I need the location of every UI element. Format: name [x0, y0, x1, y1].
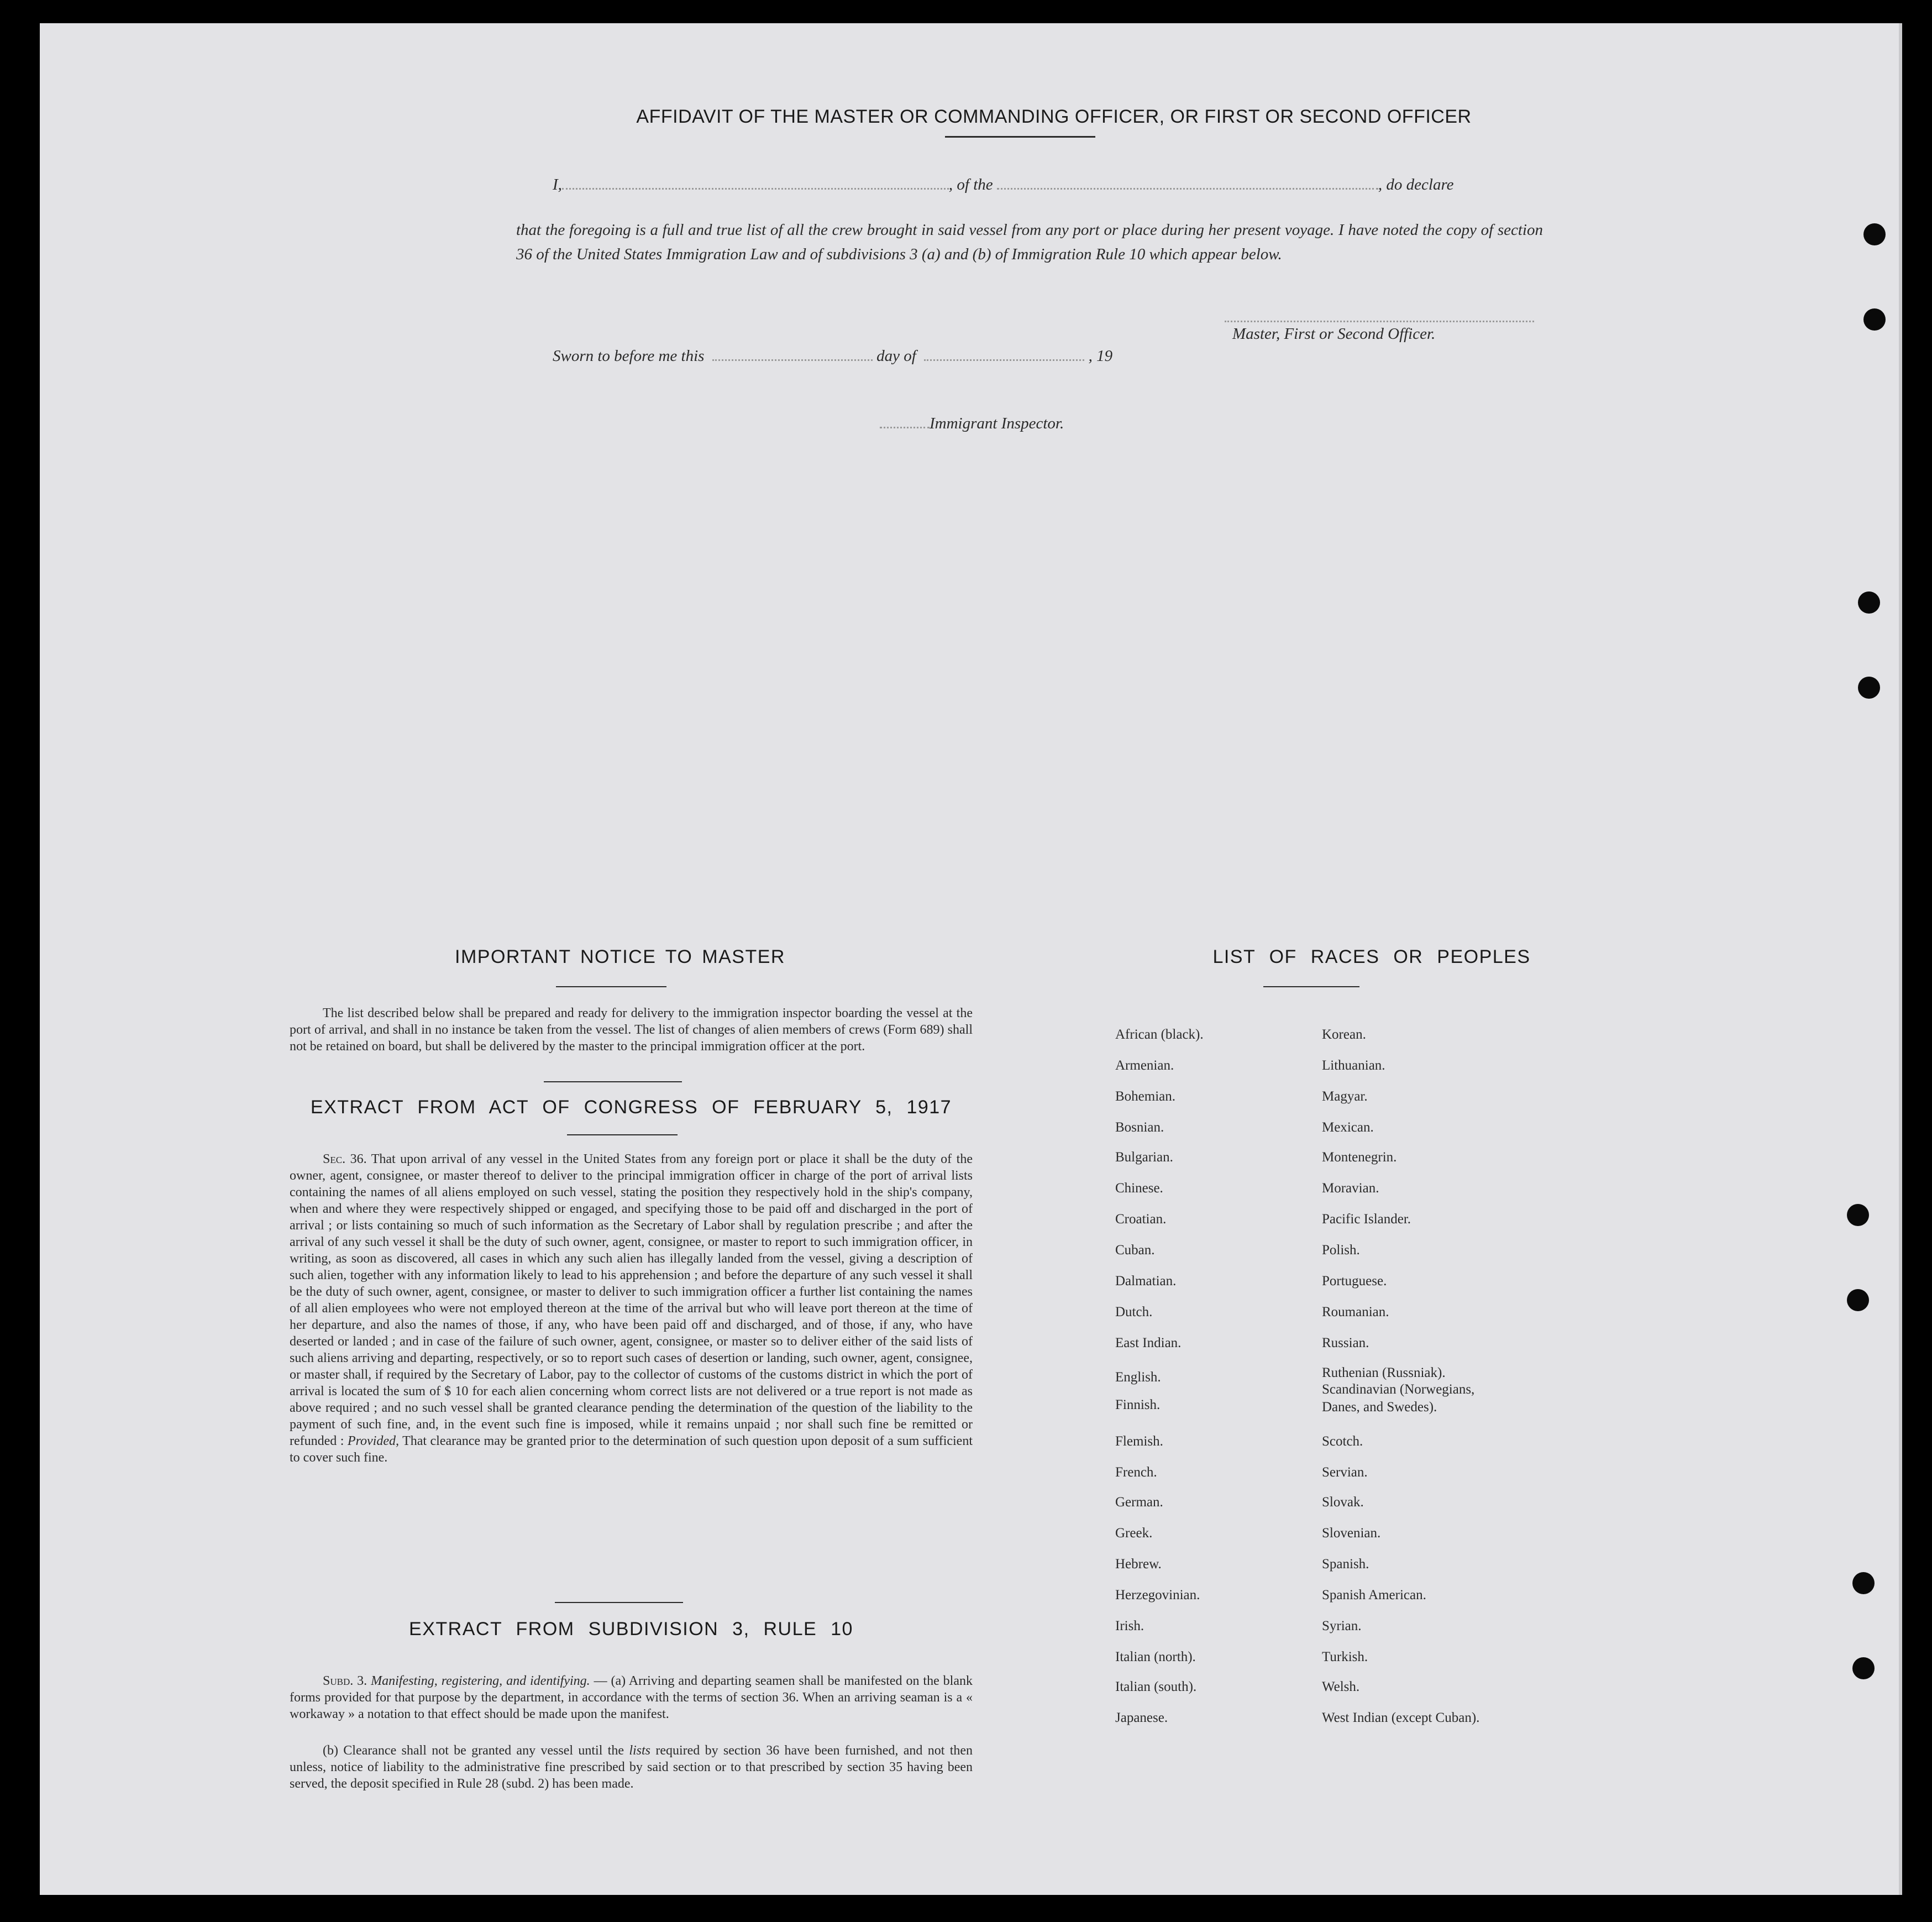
sworn-label: Sworn to before me this: [553, 347, 705, 365]
day-of-label: day of: [876, 347, 916, 365]
race-item: Mexican.: [1322, 1120, 1374, 1135]
race-item: Dutch.: [1115, 1305, 1153, 1319]
binder-hole: [1852, 1572, 1875, 1594]
race-item: Finnish.: [1115, 1397, 1161, 1412]
race-item: Scandinavian (Norwegians,: [1322, 1382, 1475, 1397]
rule-extract-title: EXTRACT FROM SUBDIVISION 3, RULE 10: [409, 1619, 853, 1640]
race-item: Lithuanian.: [1322, 1058, 1385, 1073]
declaration-text: that the foregoing is a full and true list of all the crew brought in said vessel from any port or place during her present voyage. I have noted the copy of section 36 of the United States Immigration Law and of subdivisions 3 (a) and (b) of Immigration Rule 10 which appear below.: [516, 221, 1543, 263]
subd-para-b-start: (b) Clearance shall not be granted any vessel until the: [323, 1743, 624, 1758]
race-item: Scotch.: [1322, 1434, 1363, 1449]
race-item: German.: [1115, 1495, 1163, 1510]
race-item: Bosnian.: [1115, 1120, 1164, 1135]
section-36-text: [290, 1151, 973, 1466]
race-item: Italian (south).: [1115, 1679, 1197, 1694]
notice-separator: [544, 1081, 682, 1082]
race-item: Cuban.: [1115, 1243, 1155, 1258]
races-title: LIST OF RACES OR PEOPLES: [1212, 946, 1531, 967]
section-36-body: That upon arrival of any vessel in the United States from any foreign port or place it shall be the duty of the owner, agent, consignee, or master thereof to deliver to the principal immigration officer in charge of the port of arrival lists containing the names of all aliens employed on such vessel, stating the position they respectively hold in the ship's company, when and where they were respectively shipped or engaged, and specifying those to be paid off and discharged in the port of arrival ; or lists containing so much of such information as the Secretary of Labor shall by regulation prescribe ; and after the arrival of any such vessel it shall be the duty of such owner, agent, consignee, or master to report to such immigration officer, in writing, as soon as discovered, all cases in which any such alien has illegally landed from the vessel, giving a description of such alien, together with any information likely to lead to his apprehension ; and before the departure of any such vessel it shall be the duty of such owner, agent, consignee, or master to deliver to such immigration officer a further list containing the names of all alien employees who were not employed thereon at the time of the arrival but who will leave port thereon at the time of her departure, and also the names of those, if any, who have been paid off and discharged, and of those, if any, who have deserted or landed ; and in case of the failure of such owner, agent, consignee, or master so to deliver either of the said lists of such aliens arriving and departing, respectively, or so to report such cases of desertion or landing, such owner, agent, consignee, or master shall, if required by the Secretary of Labor, pay to the collector of customs of the customs district in which the port of arrival is located the sum of $ 10 for each alien concerning whom correct lists are not delivered or a true report is not made as above required ; and no such vessel shall be granted clearance pending the determination of the question of the liability to the payment of such fine, and, in the event such fine is imposed, while it remains unpaid ; nor shall such fine be remitted or refunded :: [290, 1152, 973, 1448]
race-item: Slovenian.: [1322, 1526, 1381, 1541]
subdivision-b-text: [290, 1742, 973, 1792]
inspector-line: [880, 415, 1064, 433]
race-item: Greek.: [1115, 1526, 1153, 1541]
race-item: Polish.: [1322, 1243, 1360, 1258]
race-item: English.: [1115, 1370, 1161, 1385]
race-item: Japanese.: [1115, 1710, 1168, 1725]
master-signature-field[interactable]: [1225, 312, 1534, 322]
race-item: Welsh.: [1322, 1679, 1360, 1694]
subd-heading: Manifesting, registering, and identifying.: [371, 1674, 590, 1688]
notice-text: The list described below shall be prepared and ready for delivery to the immigration inspector boarding the vessel at the port of arrival, and shall in no instance be taken from the vessel. The list of changes of alien members of crews (Form 689) shall not be retained on board, but shall be delivered by the master to the principal immigration officer at the port.: [290, 1006, 973, 1054]
race-item: Roumanian.: [1322, 1305, 1389, 1319]
race-item: Servian.: [1322, 1465, 1368, 1480]
subdivision-3-text: [290, 1673, 973, 1722]
declaration-line: [553, 176, 1454, 194]
race-item: Ruthenian (Russniak).: [1322, 1365, 1446, 1380]
act-extract-title: EXTRACT FROM ACT OF CONGRESS OF FEBRUARY 5, 1917: [310, 1097, 952, 1118]
binder-hole: [1852, 1657, 1875, 1679]
declarant-name-field[interactable]: [562, 177, 949, 190]
year-label: , 19: [1088, 347, 1113, 365]
races-title-rule: [1263, 986, 1359, 987]
race-item: Pacific Islander.: [1322, 1212, 1411, 1227]
subd-para-b-end: required by section 36 have been furnished, and not then unless, notice of liability to the administrative fine prescribed by said section or to that prescribed by section 35 having been served, the deposit specified in Rule 28 (subd. 2) has been made.: [290, 1743, 973, 1791]
race-item: Spanish American.: [1322, 1588, 1426, 1602]
race-item: Korean.: [1322, 1027, 1366, 1042]
declare-label: , do declare: [1378, 176, 1454, 193]
vessel-name-field[interactable]: [997, 177, 1378, 190]
race-item: Montenegrin.: [1322, 1150, 1397, 1165]
race-item: Syrian.: [1322, 1619, 1362, 1633]
race-item: Croatian.: [1115, 1212, 1167, 1227]
section-36-end: That clearance may be granted prior to the determination of such question upon deposit of a sum sufficient to cover such fine.: [290, 1434, 973, 1465]
race-item: Armenian.: [1115, 1058, 1174, 1073]
race-item: Flemish.: [1115, 1434, 1163, 1449]
race-item: Turkish.: [1322, 1649, 1368, 1664]
race-item: Magyar.: [1322, 1089, 1368, 1104]
inspector-signature-field[interactable]: [880, 416, 930, 428]
race-item: West Indian (except Cuban).: [1322, 1710, 1480, 1725]
master-signature-label: Master, First or Second Officer.: [1232, 325, 1436, 343]
binder-hole: [1847, 1204, 1869, 1226]
race-item: Slovak.: [1322, 1495, 1364, 1510]
act-title-rule: [567, 1134, 678, 1135]
lists-word: lists: [629, 1743, 651, 1758]
inspector-label: Immigrant Inspector.: [930, 415, 1064, 432]
race-item: Danes, and Swedes).: [1322, 1400, 1437, 1415]
race-item: Bulgarian.: [1115, 1150, 1173, 1165]
race-item: Spanish.: [1322, 1557, 1369, 1572]
race-item: Bohemian.: [1115, 1089, 1176, 1104]
race-item: French.: [1115, 1465, 1157, 1480]
binder-hole: [1858, 677, 1880, 699]
race-item: Herzegovinian.: [1115, 1588, 1200, 1602]
race-item: Hebrew.: [1115, 1557, 1162, 1572]
master-signature-line: [1186, 312, 1534, 322]
subd-para-a: — (a) Arriving and departing seamen shall be manifested on the blank forms provided for that purpose by the department, in accordance with the terms of section 36. When an arriving seaman is a « workaway » a notation to that effect should be made upon the manifest.: [290, 1674, 973, 1721]
race-item: Chinese.: [1115, 1181, 1163, 1196]
section-label: Sec. 36.: [323, 1152, 367, 1166]
race-item: East Indian.: [1115, 1336, 1182, 1350]
binder-hole: [1858, 591, 1880, 614]
subd-label: Subd. 3.: [323, 1674, 368, 1688]
act-separator: [555, 1602, 683, 1603]
race-item: Dalmatian.: [1115, 1274, 1177, 1289]
race-item: Moravian.: [1322, 1181, 1379, 1196]
race-item: Irish.: [1115, 1619, 1144, 1633]
binder-hole: [1863, 308, 1886, 331]
provided-word: Provided,: [347, 1434, 400, 1448]
notice-title: IMPORTANT NOTICE TO MASTER: [455, 946, 785, 967]
binder-hole: [1863, 223, 1886, 245]
race-item: Portuguese.: [1322, 1274, 1387, 1289]
title-underline: [945, 136, 1095, 138]
form-page: [40, 23, 1902, 1895]
race-item: Russian.: [1322, 1336, 1369, 1350]
binder-hole: [1847, 1289, 1869, 1311]
sworn-month-field[interactable]: [924, 348, 1084, 361]
race-item: African (black).: [1115, 1027, 1204, 1042]
sworn-day-field[interactable]: [712, 348, 873, 361]
declarant-prefix: I,: [553, 176, 562, 193]
affidavit-title: AFFIDAVIT OF THE MASTER OR COMMANDING OFFICER, OR FIRST OR SECOND OFFICER: [636, 106, 1472, 127]
of-the-label: , of the: [948, 176, 993, 193]
sworn-line: [553, 347, 1112, 365]
notice-title-rule: [556, 986, 666, 987]
race-item: Italian (north).: [1115, 1649, 1196, 1664]
